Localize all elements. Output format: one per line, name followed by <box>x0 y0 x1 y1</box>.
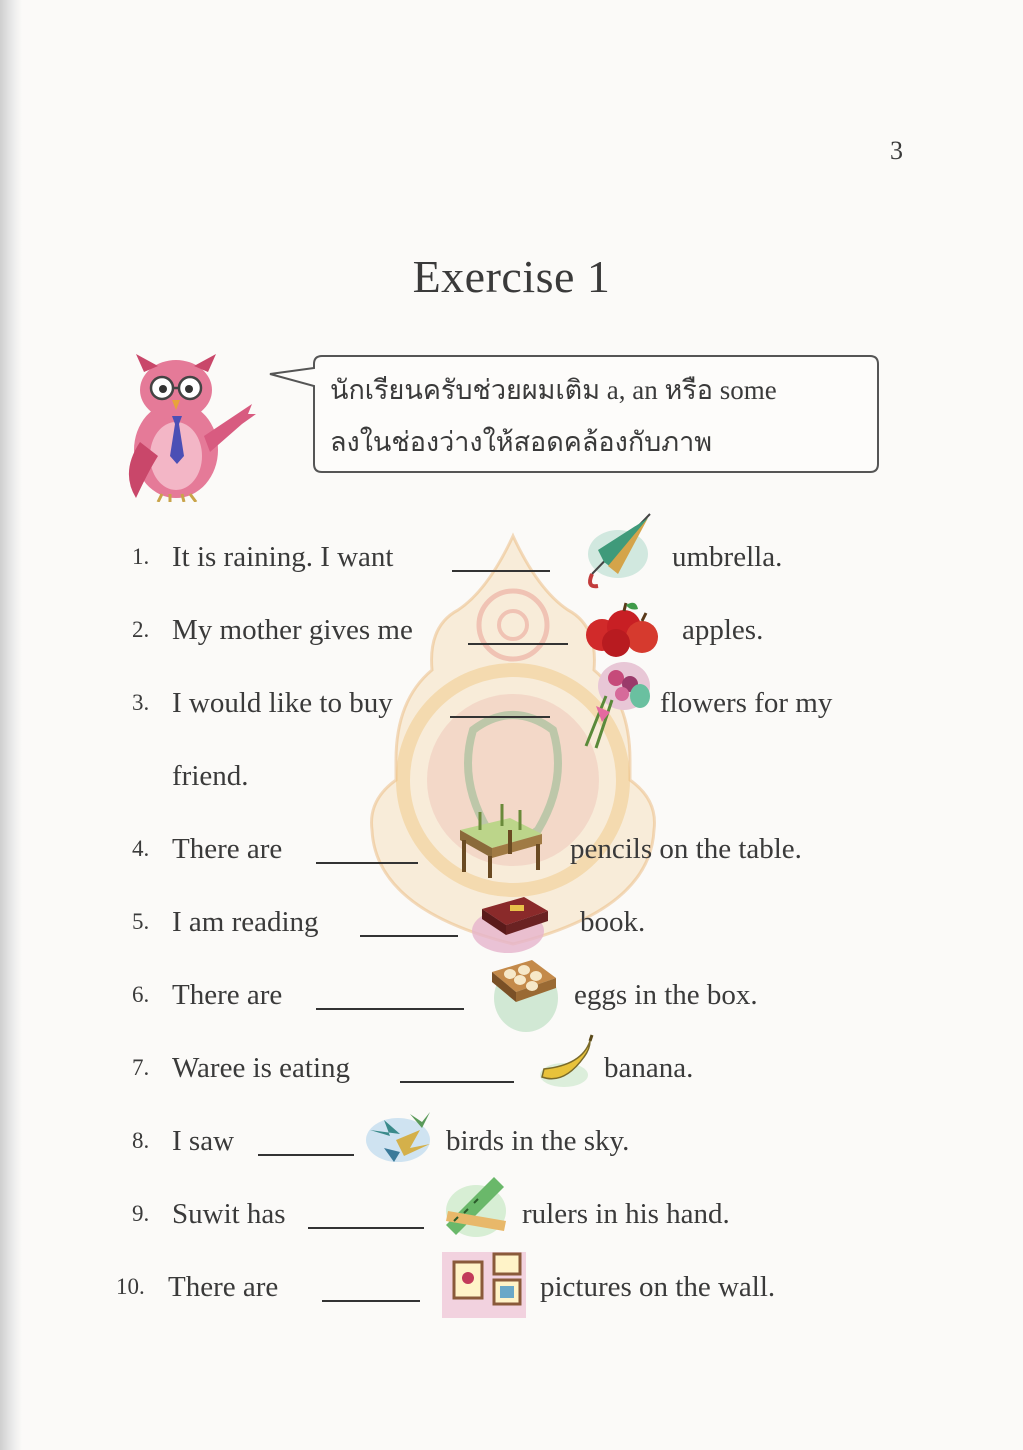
item-text-after: rulers in his hand. <box>522 1198 730 1230</box>
item-text-after: pencils on the table. <box>570 833 802 865</box>
item-text-after: eggs in the box. <box>574 979 758 1011</box>
item-text-before: There are <box>168 1271 279 1303</box>
pictures-icon <box>440 1242 530 1322</box>
answer-blank[interactable] <box>308 1227 424 1229</box>
exercise-item-1 <box>0 532 1023 582</box>
item-text-after: book. <box>580 906 646 938</box>
item-text-after: birds in the sky. <box>446 1125 630 1157</box>
exercise-item-9 <box>0 1189 1023 1239</box>
birds-icon <box>360 1100 436 1170</box>
item-text-continuation: friend. <box>172 760 249 792</box>
table-icon <box>450 790 550 880</box>
answer-blank[interactable] <box>316 862 418 864</box>
answer-blank[interactable] <box>400 1081 514 1083</box>
exercise-item-4 <box>0 824 1023 874</box>
item-number: 9. <box>132 1201 150 1226</box>
instruction-line-1: นักเรียนครับช่วยผมเติม a, an หรือ some <box>330 375 777 405</box>
item-text-after: umbrella. <box>672 541 783 573</box>
item-text-after: apples. <box>682 614 764 646</box>
item-text-before: Suwit has <box>172 1198 286 1230</box>
exercise-item-2 <box>0 605 1023 655</box>
item-text-before: There are <box>172 833 283 865</box>
item-number: 5. <box>132 909 150 934</box>
instruction-speech-bubble <box>266 348 886 480</box>
book-icon <box>468 879 558 959</box>
answer-blank[interactable] <box>258 1154 354 1156</box>
apples-icon <box>580 583 664 667</box>
item-number: 3. <box>132 690 150 715</box>
answer-blank[interactable] <box>452 570 550 572</box>
item-number: 7. <box>132 1055 150 1080</box>
exercise-item-6 <box>0 970 1023 1020</box>
exercise-item-3 <box>0 678 1023 728</box>
item-number: 8. <box>132 1128 150 1153</box>
item-number: 1. <box>132 544 150 569</box>
item-text-before: I saw <box>172 1125 235 1157</box>
item-number: 4. <box>132 836 150 861</box>
item-text-before: There are <box>172 979 283 1011</box>
banana-icon <box>534 1029 598 1099</box>
item-number: 6. <box>132 982 150 1007</box>
umbrella-icon <box>578 510 662 594</box>
flowers-icon <box>566 656 656 756</box>
item-text-before: It is raining. I want <box>172 541 394 573</box>
answer-blank[interactable] <box>360 935 458 937</box>
answer-blank[interactable] <box>322 1300 420 1302</box>
answer-blank[interactable] <box>450 716 550 718</box>
item-number: 10. <box>116 1274 145 1299</box>
exercise-item-8 <box>0 1116 1023 1166</box>
egg-box-icon <box>484 948 564 1038</box>
item-number: 2. <box>132 617 150 642</box>
item-text-before: I would like to buy <box>172 687 393 719</box>
item-text-before: My mother gives me <box>172 614 413 646</box>
item-text-before: Waree is eating <box>172 1052 351 1084</box>
owl-teacher-icon <box>118 352 258 502</box>
answer-blank[interactable] <box>316 1008 464 1010</box>
item-text-before: I am reading <box>172 906 319 938</box>
rulers-icon <box>438 1171 514 1247</box>
item-text-after: pictures on the wall. <box>540 1271 776 1303</box>
exercise-item-7 <box>0 1043 1023 1093</box>
instruction-line-2: ลงในช่องว่างให้สอดคล้องกับภาพ <box>330 427 713 457</box>
page-number: 3 <box>890 136 903 165</box>
exercise-title: Exercise 1 <box>412 251 611 302</box>
exercise-item-5 <box>0 897 1023 947</box>
answer-blank[interactable] <box>468 643 568 645</box>
item-text-after: banana. <box>604 1052 694 1084</box>
item-text-after: flowers for my <box>660 687 833 719</box>
exercise-item-10 <box>0 1262 1023 1312</box>
